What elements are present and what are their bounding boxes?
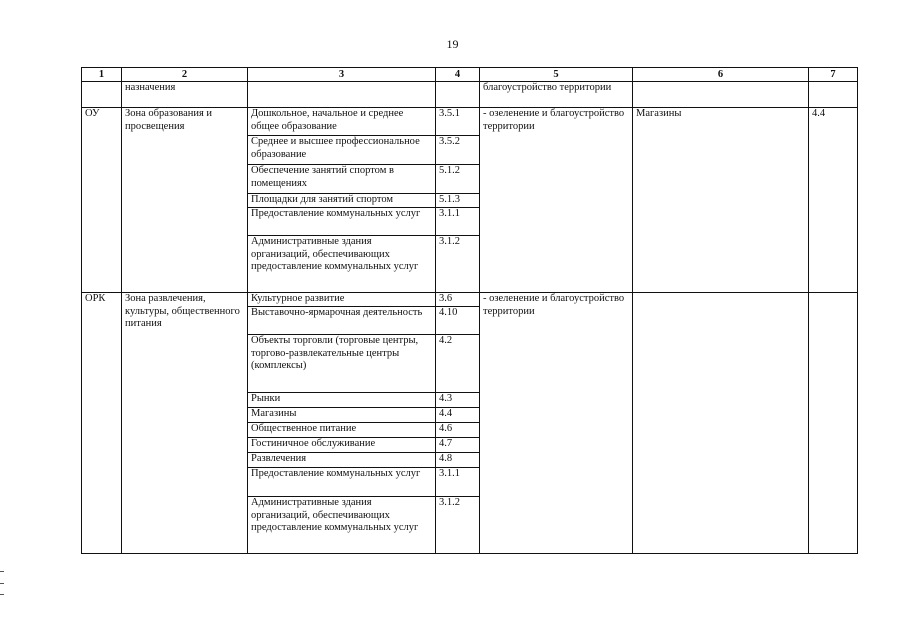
- use-name-cell: Административные здания организаций, обеспечивающих предоставление коммунальных услуг: [248, 236, 436, 293]
- use-code-cell: 4.7: [436, 438, 480, 453]
- scan-edge-mark: [0, 583, 4, 584]
- use-name-cell: Выставочно-ярмарочная деятельность: [248, 307, 436, 335]
- use-name-cell: Объекты торговли (торговые центры, торгово-развлекательные центры (комплексы): [248, 335, 436, 393]
- use-code-cell: 4.4: [436, 408, 480, 423]
- use-name-cell: Площадки для занятий спортом: [248, 194, 436, 208]
- column-header: 2: [122, 68, 248, 82]
- zone-code-cell: ОУ: [82, 108, 122, 293]
- header-row: [82, 68, 858, 82]
- auxiliary-use-cell: Магазины: [633, 108, 809, 293]
- use-name-cell: Дошкольное, начальное и среднее общее образование: [248, 108, 436, 136]
- auxiliary-use-cell: [633, 82, 809, 108]
- auxiliary-code-cell: 4.4: [809, 108, 858, 293]
- use-code-cell: 4.2: [436, 335, 480, 393]
- use-code-cell: 4.3: [436, 393, 480, 408]
- use-name-cell: [248, 82, 436, 108]
- use-code-cell: 4.6: [436, 423, 480, 438]
- use-code-cell: [436, 82, 480, 108]
- column-header: 4: [436, 68, 480, 82]
- use-name-cell: Культурное развитие: [248, 293, 436, 307]
- conditional-use-cell: благоустройство территории: [480, 82, 633, 108]
- use-code-cell: 5.1.3: [436, 194, 480, 208]
- use-name-cell: Административные здания организаций, обеспечивающих предоставление коммунальных услуг: [248, 497, 436, 554]
- use-code-cell: 5.1.2: [436, 165, 480, 194]
- zones-table: [81, 67, 858, 554]
- zone-code-cell: ОРК: [82, 293, 122, 554]
- column-header: 6: [633, 68, 809, 82]
- use-code-cell: 3.1.1: [436, 468, 480, 497]
- continuation-row: [82, 82, 858, 108]
- column-header: 5: [480, 68, 633, 82]
- use-name-cell: Общественное питание: [248, 423, 436, 438]
- use-code-cell: 3.5.1: [436, 108, 480, 136]
- column-header: 7: [809, 68, 858, 82]
- use-code-cell: 3.5.2: [436, 136, 480, 165]
- zone-name-cell: назначения: [122, 82, 248, 108]
- use-code-cell: 3.1.2: [436, 497, 480, 554]
- use-name-cell: Предоставление коммунальных услуг: [248, 468, 436, 497]
- use-code-cell: 3.6: [436, 293, 480, 307]
- auxiliary-code-cell: [809, 82, 858, 108]
- scan-edge-mark: [0, 571, 4, 572]
- use-name-cell: Среднее и высшее профессиональное образование: [248, 136, 436, 165]
- page-number: 19: [446, 37, 459, 51]
- use-name-cell: Обеспечение занятий спортом в помещениях: [248, 165, 436, 194]
- zone-name-cell: Зона образования и просвещения: [122, 108, 248, 293]
- conditional-use-cell: - озеленение и благоустройство территории: [480, 293, 633, 554]
- auxiliary-code-cell: [809, 293, 858, 554]
- use-code-cell: 3.1.2: [436, 236, 480, 293]
- zone-code-cell: [82, 82, 122, 108]
- use-code-cell: 4.8: [436, 453, 480, 468]
- use-name-cell: Магазины: [248, 408, 436, 423]
- column-header: 1: [82, 68, 122, 82]
- use-name-cell: Предоставление коммунальных услуг: [248, 208, 436, 236]
- scan-edge-mark: [0, 594, 4, 595]
- table-row: [82, 108, 858, 136]
- use-name-cell: Рынки: [248, 393, 436, 408]
- use-name-cell: Гостиничное обслуживание: [248, 438, 436, 453]
- conditional-use-cell: - озеленение и благоустройство территории: [480, 108, 633, 293]
- column-header: 3: [248, 68, 436, 82]
- use-name-cell: Развлечения: [248, 453, 436, 468]
- use-code-cell: 3.1.1: [436, 208, 480, 236]
- auxiliary-use-cell: [633, 293, 809, 554]
- table-row: [82, 293, 858, 307]
- zone-name-cell: Зона развлечения, культуры, общественного питания: [122, 293, 248, 554]
- use-code-cell: 4.10: [436, 307, 480, 335]
